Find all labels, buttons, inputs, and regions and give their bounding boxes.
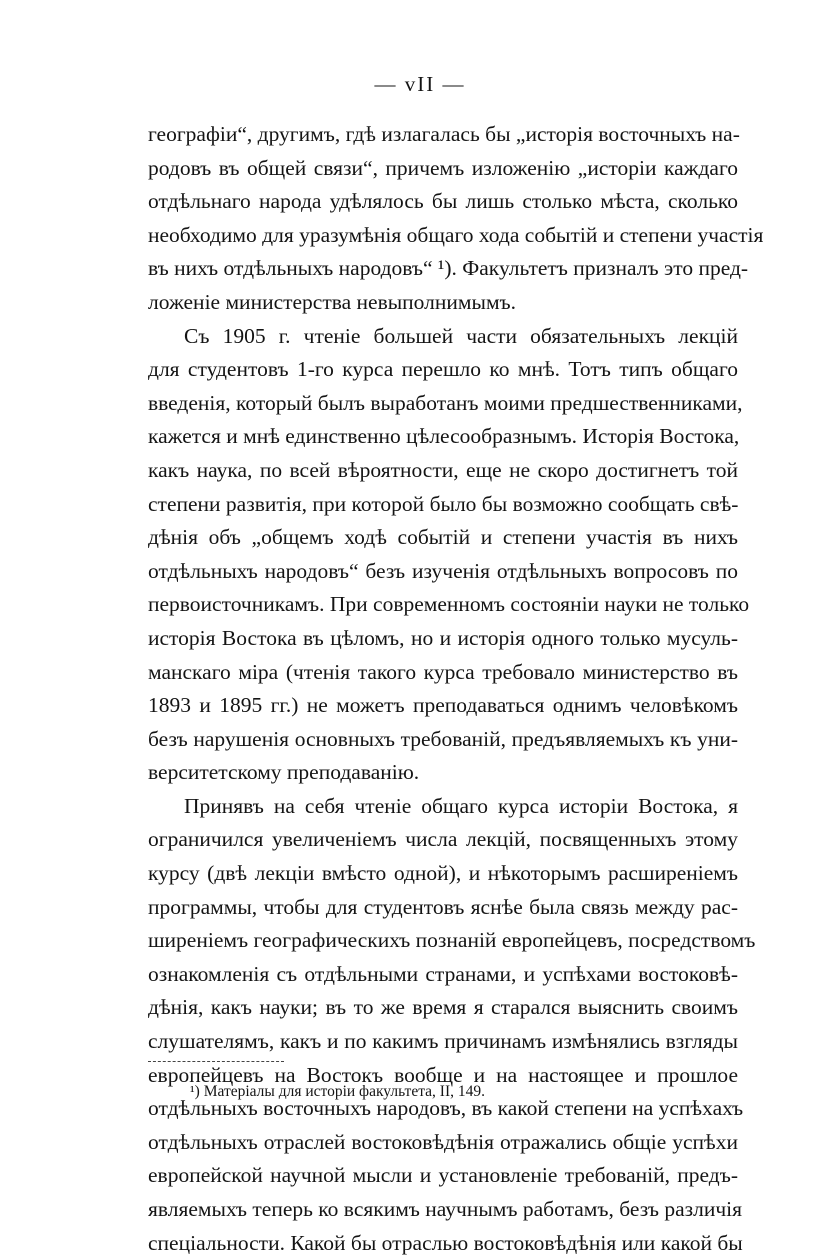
text-line: степени развитія, при которой было бы возможно сообщать свѣ-: [148, 491, 739, 516]
text-line: въ нихъ отдѣльныхъ народовъ“ ¹). Факультетъ призналъ это пред-: [148, 256, 749, 281]
footnote-divider: [148, 1061, 284, 1062]
text-line: 1893 и 1895 гг.) не можетъ преподаваться однимъ человѣкомъ: [148, 693, 738, 718]
text-line: являемыхъ теперь ко всякимъ научнымъ работамъ, безъ различія: [148, 1197, 743, 1221]
text-line: отдѣльнаго народа удѣлялось бы лишь столько мѣста, сколько: [148, 189, 738, 214]
text-line: исторія Востока въ цѣломъ, но и исторія одного только мусуль-: [148, 625, 738, 650]
text-line: курсу (двѣ лекціи вмѣсто одной), и нѣкоторымъ расширеніемъ: [148, 861, 738, 886]
text-line: отдѣльныхъ отраслей востоковѣдѣнія отражались общіе успѣхи: [148, 1129, 738, 1154]
text-line: отдѣльныхъ восточныхъ народовъ, въ какой степени на успѣхахъ: [148, 1096, 744, 1121]
text-line: введенія, который былъ выработанъ моими предшественниками,: [148, 390, 743, 415]
text-line: отдѣльныхъ народовъ“ безъ изученія отдѣльныхъ вопросовъ по: [148, 558, 738, 583]
text-line: родовъ въ общей связи“, причемъ изложенію „исторіи каждаго: [148, 155, 738, 180]
footnote-marker: ¹): [190, 1083, 200, 1100]
text-line: манскаго міра (чтенія такого курса требовало министерство въ: [148, 659, 738, 684]
text-line: первоисточникамъ. При современномъ состояніи науки не только: [148, 592, 750, 617]
footnote: [190, 1083, 485, 1101]
text-line: европейцевъ на Востокъ вообще и на настоящее и прошлое: [148, 1062, 738, 1087]
page-number: — vII —: [374, 72, 466, 96]
text-line: верситетскому преподаванію.: [148, 760, 420, 785]
text-line: спеціальности. Какой бы отраслью востоковѣдѣнія или какой бы: [148, 1230, 743, 1255]
text-line: географіи“, другимъ, гдѣ излагалась бы „исторія восточныхъ на-: [148, 122, 740, 146]
text-line: ширеніемъ географическихъ познаній европейцевъ, посредствомъ: [148, 928, 756, 953]
footnote-text: Матеріалы для исторіи факультета, II, 149.: [203, 1083, 486, 1100]
text-line: для студентовъ 1-го курса перешло ко мнѣ. Тотъ типъ общаго: [148, 357, 738, 382]
text-line: ограничился увеличеніемъ числа лекцій, посвященныхъ этому: [148, 827, 738, 852]
text-line: кажется и мнѣ единственно цѣлесообразнымъ. Исторія Востока,: [148, 424, 740, 449]
text-line: необходимо для уразумѣнія общаго хода событій и степени участія: [148, 222, 764, 247]
text-line: какъ наука, по всей вѣроятности, еще не скоро достигнетъ той: [148, 457, 738, 482]
text-line: Съ 1905 г. чтеніе большей части обязательныхъ лекцій: [184, 323, 738, 348]
text-line: дѣнія объ „общемъ ходѣ событій и степени участія въ нихъ: [148, 525, 738, 550]
text-line: ложеніе министерства невыполнимымъ.: [148, 289, 517, 314]
text-line: Принявъ на себя чтеніе общаго курса исторіи Востока, я: [184, 793, 738, 818]
text-line: программы, чтобы для студентовъ яснѣе была связь между рас-: [148, 894, 738, 919]
text-line: европейской научной мысли и установленіе требованій, предъ-: [148, 1163, 738, 1188]
text-line: безъ нарушенія основныхъ требованій, предъявляемыхъ къ уни-: [148, 726, 738, 751]
text-line: ознакомленія съ отдѣльными странами, и успѣхами востоковѣ-: [148, 961, 738, 986]
text-line: дѣнія, какъ науки; въ то же время я старался выяснить своимъ: [148, 995, 738, 1020]
text-line: слушателямъ, какъ и по какимъ причинамъ измѣнялись взгляды: [148, 1029, 738, 1054]
